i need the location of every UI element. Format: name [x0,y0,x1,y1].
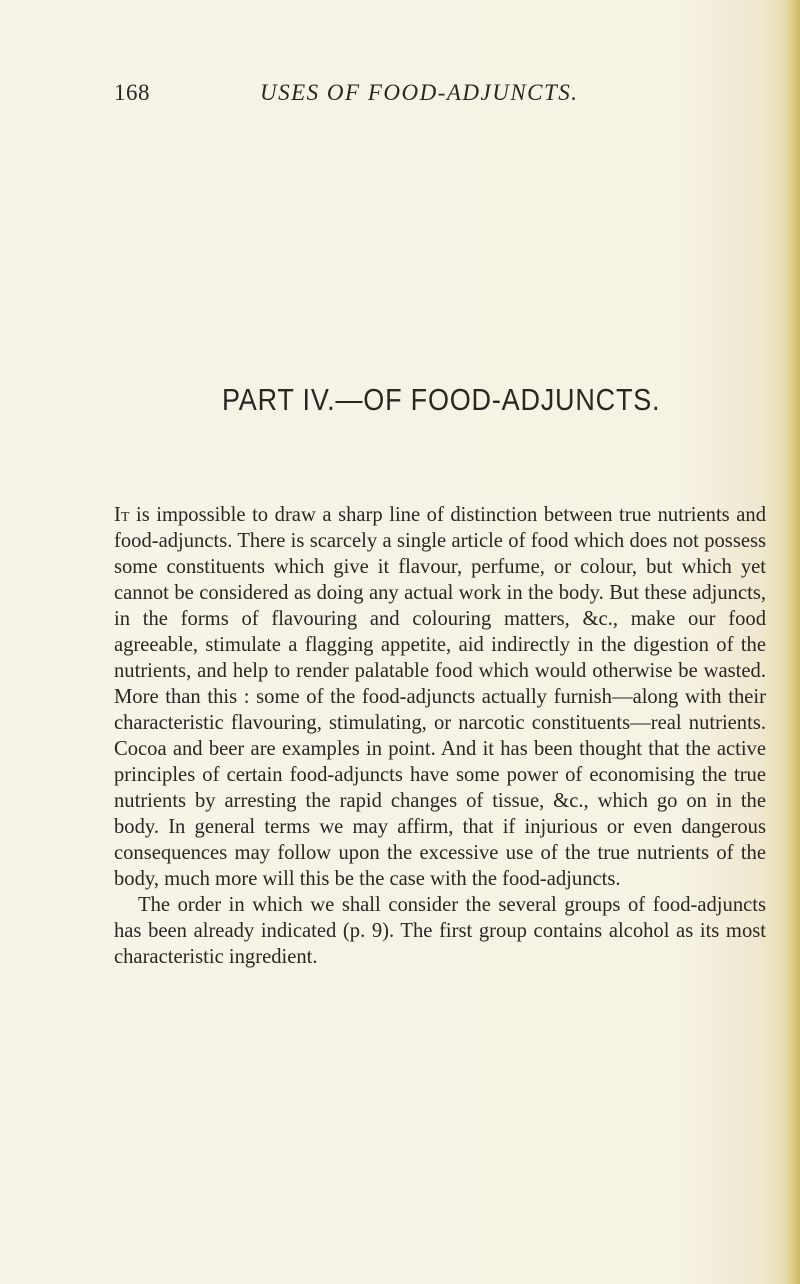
running-header [114,80,634,114]
paragraph-2: The order in which we shall consider the several groups of food-adjuncts has been already indicated (p. 9). The first group contains alcohol as its most characteristic ingredient. [114,894,766,968]
paragraph-1 [114,502,766,892]
part-heading: PART IV.—OF FOOD-ADJUNCTS. [222,383,661,417]
page-number: 168 [114,80,150,105]
page-edge-shadow [784,0,800,1284]
body-text [114,502,766,970]
paragraph-1-text: is impossible to draw a sharp line of distinction between true nutrients and food-adjuncts. There is scarcely a single article of food which does not possess some constituents which give it flavour, perfume, or colour, but which yet cannot be considered as doing any actual work in the body. But these adjuncts, in the forms of flavouring and colouring matters, &c., make our food agreeable, stimulate a flagging appetite, aid indirectly in the digestion of the nutrients, and help to render palatable food which would otherwise be wasted. More than this : some of the food-adjuncts actually furnish—along with their characteristic flavouring, stimulating, or narcotic constituents—real nutrients. Cocoa and beer are examples in point. And it has been thought that the active principles of certain food-adjuncts have some power of economising the true nutrients by arresting the rapid changes of tissue, &c., which go on in the body. In general terms we may affirm, that if injurious or even dangerous consequences may follow upon the excessive use of the true nutrients of the body, much more will this be the case with the food-adjuncts. [114,504,766,890]
running-title: USES OF FOOD-ADJUNCTS. [260,80,579,105]
paragraph-lead-word: It [114,504,130,526]
